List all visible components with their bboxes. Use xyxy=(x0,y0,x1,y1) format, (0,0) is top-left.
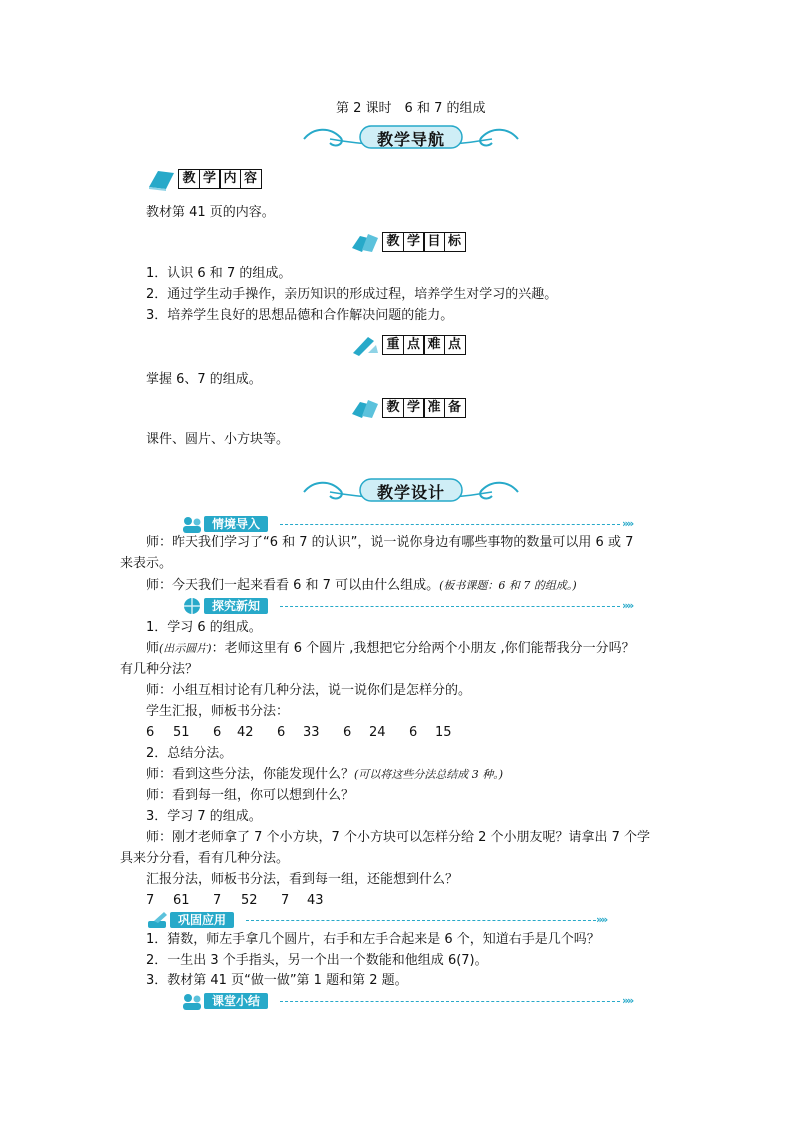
subheading-label: 探究新知 xyxy=(204,598,268,614)
banner-label: 教学导航 xyxy=(376,130,445,149)
board-note: (可以将这些分法总结成 3 种。) xyxy=(354,768,504,781)
intro-paragraph-cont: 来表示。 xyxy=(120,556,173,571)
heading-char: 点 xyxy=(444,335,466,355)
number-cell: 15 xyxy=(435,725,452,740)
number-cell: 51 xyxy=(173,725,190,740)
stack-books-icon xyxy=(350,396,380,420)
explore-line-cont: 具来分分看，看有几种分法。 xyxy=(120,851,290,866)
explore-line: 2．总结分法。 xyxy=(146,746,233,761)
practice-item: 2．一生出 3 个手指头，另一个出一个数能和他组成 6(7)。 xyxy=(146,953,488,968)
explore-line xyxy=(146,767,503,783)
pen-icon xyxy=(350,333,380,357)
objective-item: 2．通过学生动手操作，亲历知识的形成过程，培养学生对学习的兴趣。 xyxy=(146,287,558,302)
prep-text: 课件、圆片、小方块等。 xyxy=(146,432,290,447)
intro-paragraph: 师：昨天我们学习了“6 和 7 的认识”，说一说你身边有哪些事物的数量可以用 6 或 7 xyxy=(146,535,634,550)
heading-char: 内 xyxy=(219,169,241,189)
objective-item: 1．认识 6 和 7 的组成。 xyxy=(146,266,292,281)
heading-char: 学 xyxy=(199,169,221,189)
explore-text: 师：看到这些分法，你能发现什么？ xyxy=(146,767,355,782)
hand-writing-icon xyxy=(146,910,172,930)
double-arrow-icon: »» xyxy=(622,599,633,612)
explore-text: 师 xyxy=(146,641,160,656)
explore-line: 师：小组互相讨论有几种分法，说一说你们是怎样分的。 xyxy=(146,683,472,698)
explore-line xyxy=(146,641,635,657)
composition-row-6 xyxy=(146,725,465,741)
heading-char: 学 xyxy=(403,232,425,252)
number-cell: 6 xyxy=(213,725,222,740)
people-icon xyxy=(180,514,206,534)
number-cell: 6 xyxy=(343,725,352,740)
banner-label: 教学设计 xyxy=(376,483,445,502)
explore-text: ：老师这里有 6 个圆片 ,我想把它分给两个小朋友 ,你们能帮我分一分吗？ xyxy=(211,641,635,656)
board-note: (板书课题：6 和 7 的组成。) xyxy=(439,579,577,592)
number-cell: 42 xyxy=(237,725,254,740)
explore-line: 汇报分法，师板书分法，看到每一组，还能想到什么？ xyxy=(146,872,459,887)
number-cell: 6 xyxy=(146,725,155,740)
heading-char: 点 xyxy=(403,335,425,355)
practice-item: 3．教材第 41 页“做一做”第 1 题和第 2 题。 xyxy=(146,973,408,988)
number-cell: 7 xyxy=(213,893,222,908)
explore-line: 师：看到每一组，你可以想到什么？ xyxy=(146,788,355,803)
explore-line: 3．学习 7 的组成。 xyxy=(146,809,262,824)
heading-char: 标 xyxy=(444,232,466,252)
explore-line: 学生汇报，师板书分法： xyxy=(146,704,290,719)
composition-row-7 xyxy=(146,893,337,909)
subheading-label: 情境导入 xyxy=(204,516,268,532)
heading-char: 容 xyxy=(240,169,262,189)
heading-char: 教 xyxy=(382,398,404,418)
number-cell: 7 xyxy=(146,893,155,908)
objective-item: 3．培养学生良好的思想品德和合作解决问题的能力。 xyxy=(146,308,454,323)
number-cell: 6 xyxy=(409,725,418,740)
heading-char: 目 xyxy=(423,232,445,252)
number-cell: 24 xyxy=(369,725,386,740)
subheading-intro xyxy=(180,514,640,534)
board-note: (出示圆片) xyxy=(159,642,212,655)
book-icon xyxy=(146,167,176,191)
number-cell: 43 xyxy=(307,893,324,908)
double-arrow-icon: »» xyxy=(622,994,633,1007)
number-cell: 33 xyxy=(303,725,320,740)
subheading-explore xyxy=(180,596,640,616)
number-cell: 7 xyxy=(281,893,290,908)
explore-line: 师：刚才老师拿了 7 个小方块，7 个小方块可以怎样分给 2 个小朋友呢？请拿出 7 个学 xyxy=(146,830,651,845)
subheading-label: 课堂小结 xyxy=(204,993,268,1009)
number-cell: 61 xyxy=(173,893,190,908)
content-text: 教材第 41 页的内容。 xyxy=(146,205,275,220)
heading-char: 重 xyxy=(382,335,404,355)
intro-text: 师：今天我们一起来看看 6 和 7 可以由什么组成。 xyxy=(146,578,440,593)
subheading-summary xyxy=(180,991,640,1011)
explore-line-cont: 有几种分法？ xyxy=(120,662,199,677)
books-icon xyxy=(350,230,380,254)
practice-item: 1．猜数，师左手拿几个圆片，右手和左手合起来是 6 个，知道右手是几个吗？ xyxy=(146,932,600,947)
banner-teaching-guide xyxy=(300,123,522,153)
lesson-title: 第 2 课时 6 和 7 的组成 xyxy=(336,101,486,116)
heading-char: 教 xyxy=(382,232,404,252)
heading-char: 难 xyxy=(423,335,445,355)
number-cell: 52 xyxy=(241,893,258,908)
keypoints-text: 掌握 6、7 的组成。 xyxy=(146,372,262,387)
heading-char: 学 xyxy=(403,398,425,418)
intro-paragraph xyxy=(146,578,577,594)
number-cell: 6 xyxy=(277,725,286,740)
heading-char: 备 xyxy=(444,398,466,418)
globe-icon xyxy=(180,596,206,616)
heading-char: 教 xyxy=(178,169,200,189)
subheading-label: 巩固应用 xyxy=(170,912,234,928)
explore-line: 1．学习 6 的组成。 xyxy=(146,620,262,635)
subheading-practice xyxy=(146,910,616,930)
double-arrow-icon: »» xyxy=(622,517,633,530)
heading-char: 准 xyxy=(423,398,445,418)
banner-teaching-design xyxy=(300,476,522,506)
double-arrow-icon: »» xyxy=(596,913,607,926)
people-icon xyxy=(180,991,206,1011)
